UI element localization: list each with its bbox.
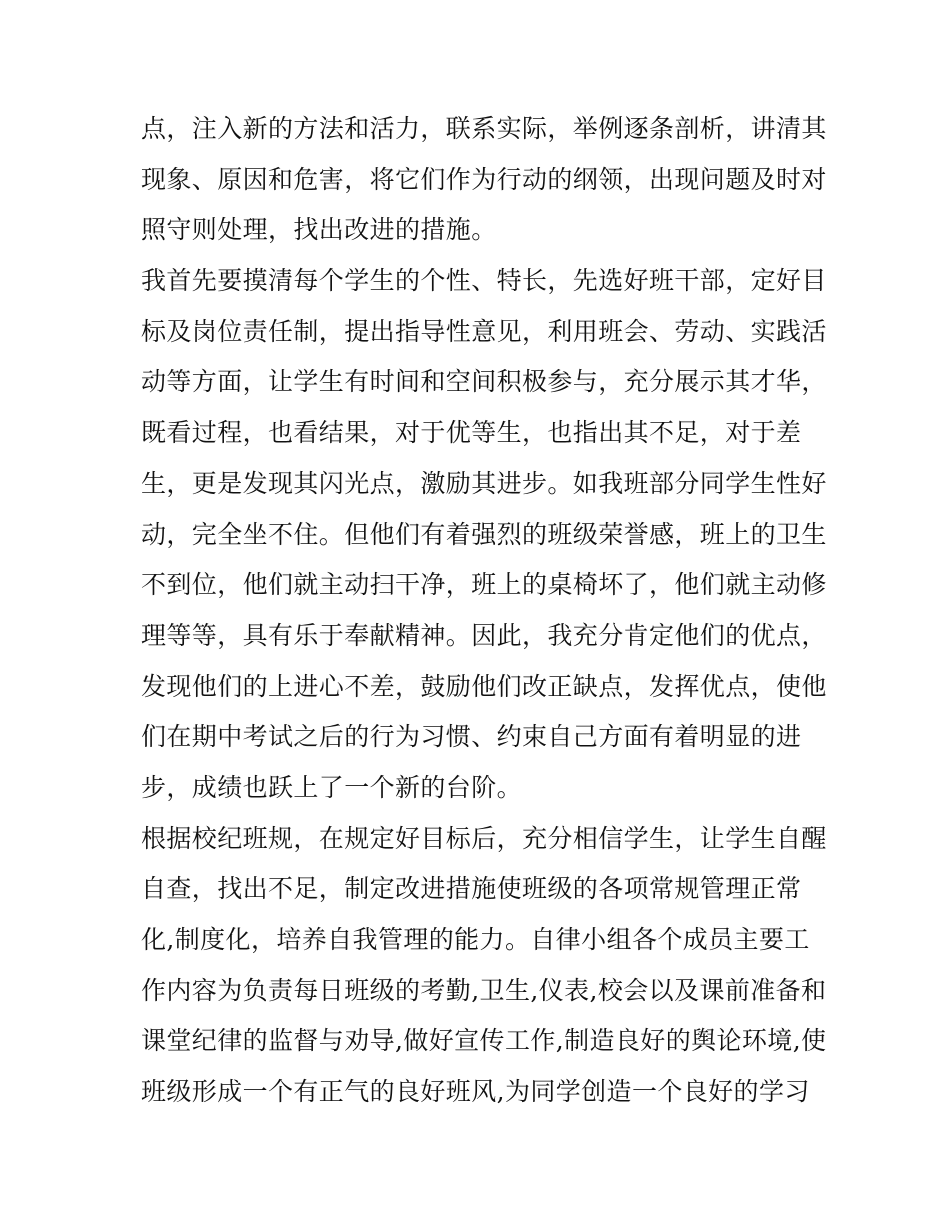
- text-line: 自查，找出不足，制定改进措施使班级的各项常规管理正常: [141, 874, 802, 904]
- text-line: 动等方面，让学生有时间和空间积极参与，充分展示其才华，: [141, 367, 827, 397]
- text-line: 既看过程，也看结果，对于优等生，也指出其不足，对于差: [141, 418, 802, 448]
- text-line: 作内容为负责每日班级的考勤,卫生,仪表,校会以及课前准备和: [141, 975, 827, 1005]
- text-line: 动，完全坐不住。但他们有着强烈的班级荣誉感，班上的卫生: [141, 519, 827, 549]
- text-line: 标及岗位责任制，提出指导性意见，利用班会、劳动、实践活: [141, 316, 827, 346]
- text-line: 我首先要摸清每个学生的个性、特长，先选好班干部，定好目: [141, 266, 827, 296]
- text-line: 化,制度化，培养自我管理的能力。自律小组各个成员主要工: [141, 925, 810, 954]
- text-line: 点，注入新的方法和活力，联系实际，举例逐条剖析，讲清其: [141, 114, 827, 143]
- text-line: 理等等，具有乐于奉献精神。因此，我充分肯定他们的优点，: [141, 620, 827, 650]
- text-line: 不到位，他们就主动扫干净，班上的桌椅坏了，他们就主动修: [141, 570, 827, 600]
- text-line: 现象、原因和危害，将它们作为行动的纲领，出现问题及时对: [141, 164, 827, 194]
- text-line: 照守则处理，找出改进的措施。: [141, 215, 497, 245]
- text-line: 生，更是发现其闪光点，激励其进步。如我班部分同学生性好: [141, 468, 827, 498]
- text-line: 步，成绩也跃上了一个新的台阶。: [141, 772, 523, 802]
- text-line: 根据校纪班规，在规定好目标后，充分相信学生，让学生自醒: [141, 823, 827, 853]
- text-line: 们在期中考试之后的行为习惯、约束自己方面有着明显的进: [141, 722, 802, 752]
- body-text: [141, 104, 827, 1118]
- text-line: 班级形成一个有正气的良好班风,为同学创造一个良好的学习: [141, 1077, 810, 1107]
- text-line: 课堂纪律的监督与劝导,做好宣传工作,制造良好的舆论环境,使: [141, 1026, 827, 1056]
- text-line: 发现他们的上进心不差，鼓励他们改正缺点，发挥优点，使他: [141, 671, 827, 701]
